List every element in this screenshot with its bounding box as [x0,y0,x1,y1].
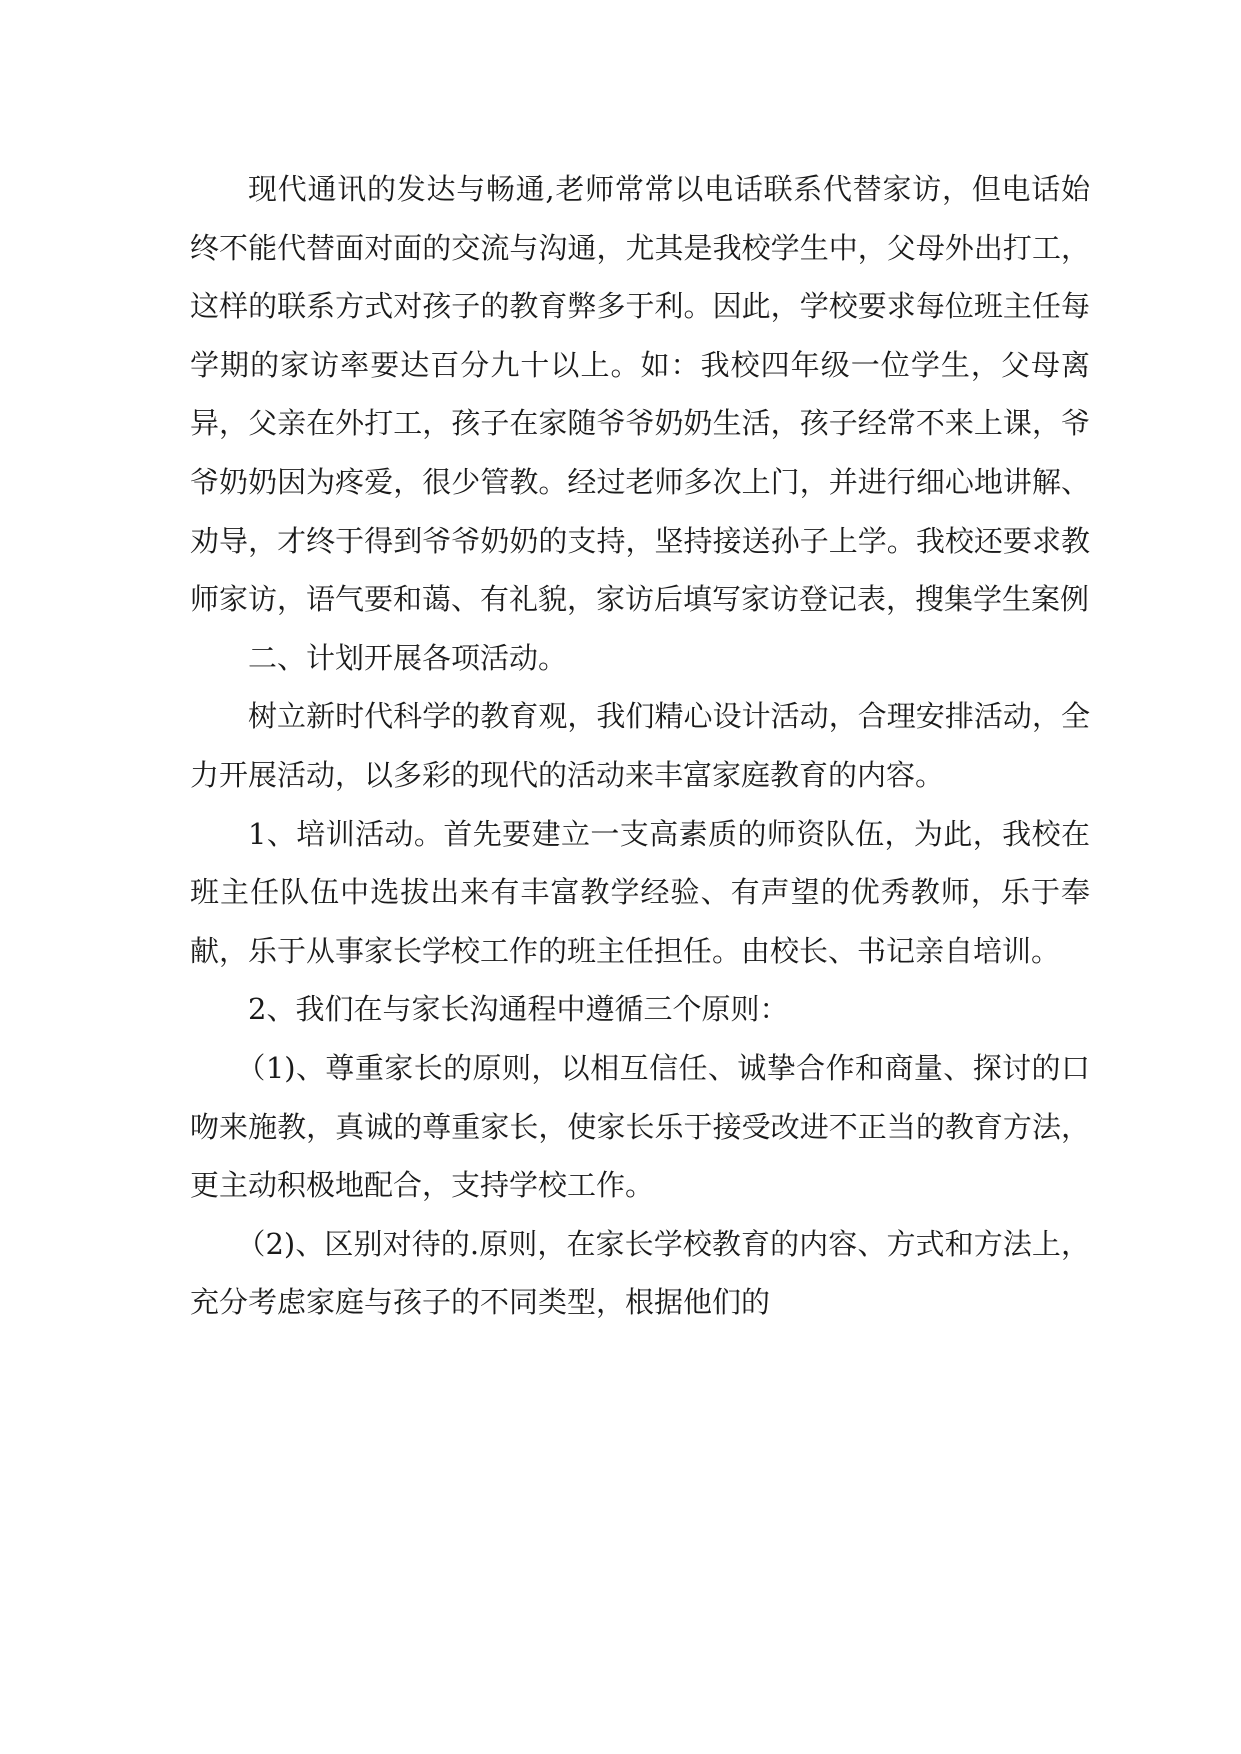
paragraph-training-activities: 1、培训活动。首先要建立一支高素质的师资队伍，为此，我校在班主任队伍中选拔出来有丰富教学经验、有声望的优秀教师，乐于奉献，乐于从事家长学校工作的班主任担任。由校长、书记亲自培训。 [190,816,1090,968]
section-heading-activities: 二、计划开展各项活动。 [248,640,568,675]
paragraph-home-visits: 现代通讯的发达与畅通,老师常常以电话联系代替家访，但电话始终不能代替面对面的交流与沟通，尤其是我校学生中，父母外出打工，这样的联系方式对孩子的教育弊多于利。因此，学校要求每位班主任每学期的家访率要达百分九十以上。如：我校四年级一位学生，父母离异，父亲在外打工，孩子在家随爷爷奶奶生活，孩子经常不来上课，爷爷奶奶因为疼爱，很少管教。经过老师多次上门，并进行细心地讲解、劝导，才终于得到爷爷奶奶的支持，坚持接送孙子上学。我校还要求教师家访，语气要和蔼、有礼貌，家访后填写家访登记表，搜集学生案例 [190,172,1090,617]
paragraph-education-view: 树立新时代科学的教育观，我们精心设计活动，合理安排活动，全力开展活动，以多彩的现代的活动来丰富家庭教育的内容。 [190,699,1090,792]
document-body [190,160,1090,1332]
paragraph-principle-differentiation: （2)、区别对待的.原则，在家长学校教育的内容、方式和方法上，充分考虑家庭与孩子的不同类型，根据他们的 [190,1226,1090,1320]
paragraph-principle-respect: （1)、尊重家长的原则，以相互信任、诚挚合作和商量、探讨的口吻来施教，真诚的尊重家长，使家长乐于接受改进不正当的教育方法，更主动积极地配合，支持学校工作。 [190,1050,1090,1203]
paragraph-three-principles: 2、我们在与家长沟通程中遵循三个原则： [248,992,789,1027]
